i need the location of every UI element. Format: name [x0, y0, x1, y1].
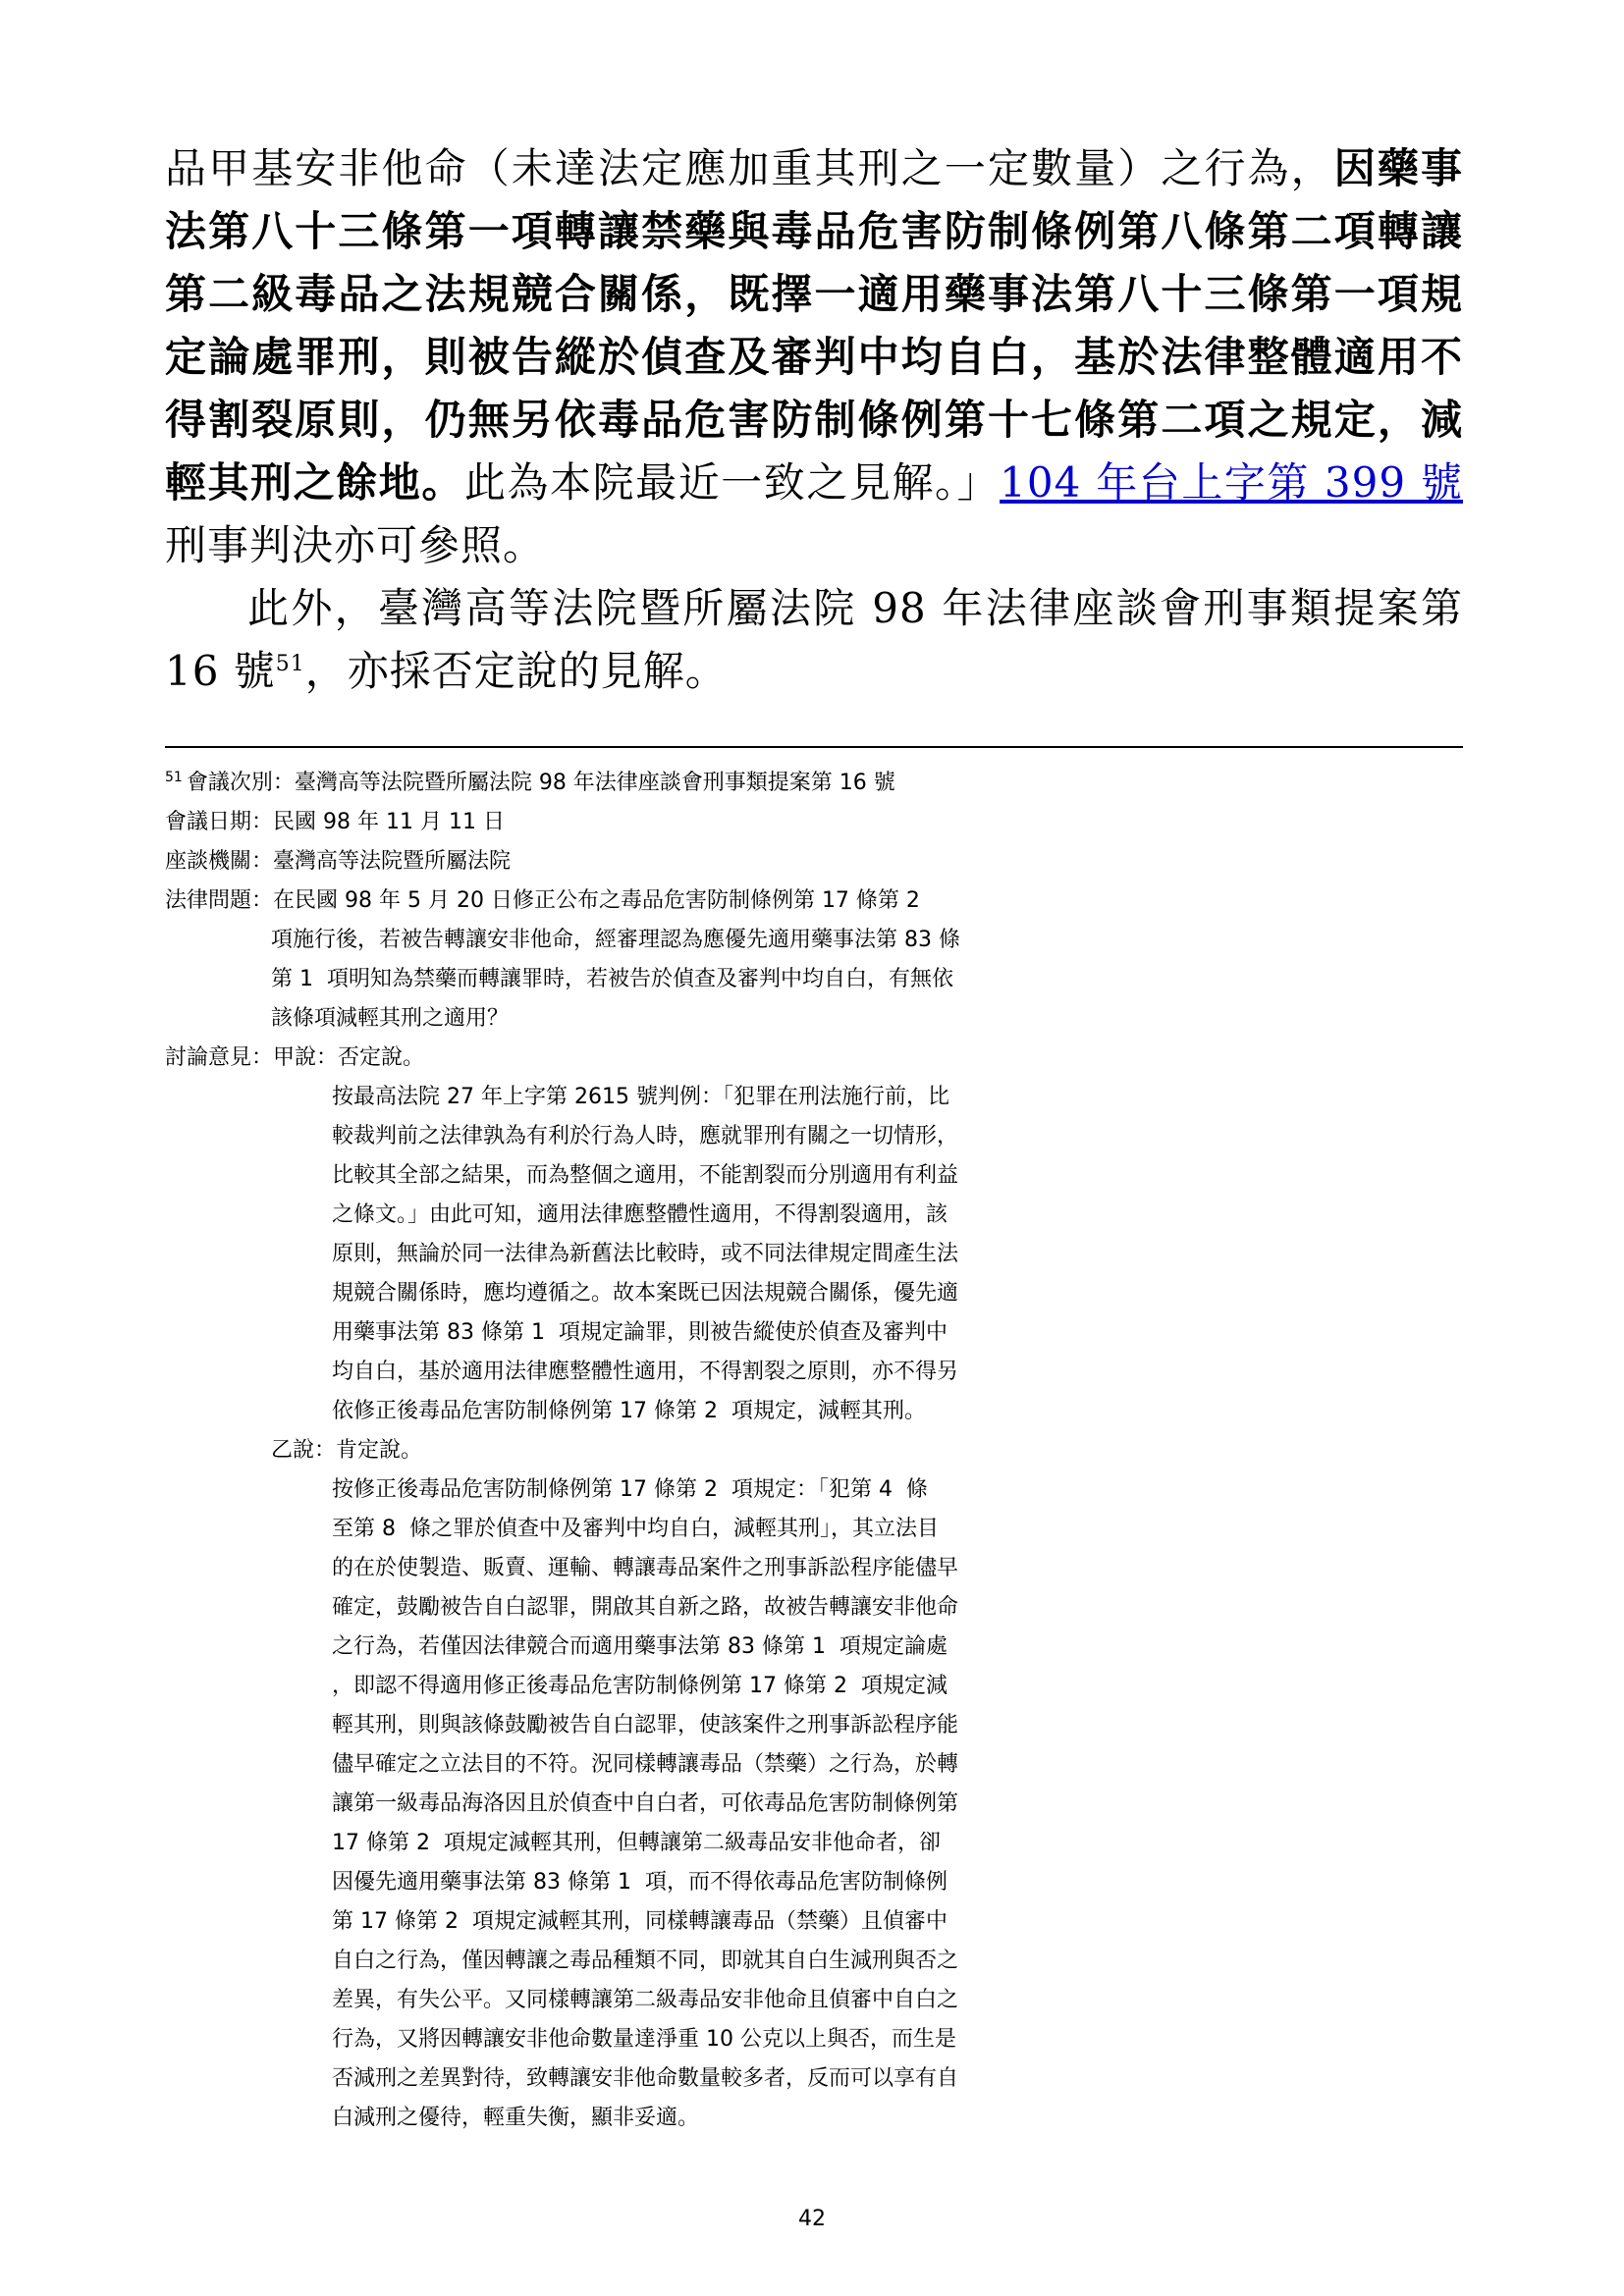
footnote-line	[165, 803, 1463, 842]
footnote-line	[332, 1156, 1463, 1196]
footnote-text: 第 17 條第 2 項規定減輕其刑，同樣轉讓毒品（禁藥）且偵審中	[332, 1909, 947, 1934]
footnote-line	[332, 1274, 1463, 1313]
footnote-line	[332, 1628, 1463, 1667]
footnote-line	[332, 1942, 1463, 1981]
footnote-text: 原則，無論於同一法律為新舊法比較時，或不同法律規定間產生法	[332, 1242, 959, 1266]
footnote-text: 的在於使製造、販賣、運輸、轉讓毒品案件之刑事訴訟程序能儘早	[332, 1556, 959, 1580]
footnote-text: 白減刑之優待，輕重失衡，顯非妥適。	[332, 2106, 700, 2130]
body-text: 此為本院最近一致之見解。」	[463, 458, 1001, 507]
footnote-line	[165, 842, 1463, 881]
body-text: ，亦採否定說的見解。	[304, 647, 728, 695]
footnote-line	[332, 1117, 1463, 1156]
footnote-text: 討論意見：甲說：否定說。	[165, 1045, 425, 1070]
footnote-line	[165, 881, 1463, 921]
footnote-text: 規競合關係時，應均遵循之。故本案既已因法規競合關係，優先適	[332, 1281, 959, 1306]
footnote-reference-51[interactable]: 51	[275, 652, 305, 676]
footnote-text: 會議日期：民國 98 年 11 月 11 日	[165, 810, 505, 834]
footnote-line	[165, 1039, 1463, 1078]
body-text: 此外，臺灣高等法院暨所屬法院 98 年法律座談會刑事類提案第 16 號	[165, 584, 1463, 695]
body-paragraph-2	[165, 577, 1463, 703]
body-paragraph-1	[165, 137, 1463, 577]
footnote-line	[332, 1392, 1463, 1431]
footnote-line	[332, 2099, 1463, 2138]
footnote-text: 按修正後毒品危害防制條例第 17 條第 2 項規定：「犯第 4 條	[332, 1477, 928, 1502]
footnote-line	[271, 960, 1463, 999]
body-text: 刑事判決亦可參照。	[165, 521, 546, 569]
footnote-line	[332, 1981, 1463, 2020]
body-text: 品甲基安非他命（未達法定應加重其刑之一定數量）之行為，	[165, 144, 1334, 192]
footnote-text: 按最高法院 27 年上字第 2615 號判例：「犯罪在刑法施行前，比	[332, 1085, 949, 1109]
footnote-text: 儘早確定之立法目的不符。況同樣轉讓毒品（禁藥）之行為，於轉	[332, 1752, 959, 1777]
footnote-text: 乙說：肯定說。	[271, 1438, 423, 1463]
footnote-separator	[165, 746, 1463, 748]
footnote-text: 會議次別：臺灣高等法院暨所屬法院 98 年法律座談會刑事類提案第 16 號	[186, 771, 895, 795]
footnote-line	[332, 1785, 1463, 1824]
footnote-line	[332, 1588, 1463, 1628]
footnote-text: 依修正後毒品危害防制條例第 17 條第 2 項規定，減輕其刑。	[332, 1399, 926, 1423]
footnote-line	[332, 1078, 1463, 1117]
footnote-text: 項施行後，若被告轉讓安非他命，經審理認為應優先適用藥事法第 83 條	[271, 928, 960, 952]
footnote-text: 否減刑之差異對待，致轉讓安非他命數量較多者，反而可以享有自	[332, 2066, 959, 2091]
footnote-text: 法律問題：在民國 98 年 5 月 20 日修正公布之毒品危害防制條例第 17 條第 2	[165, 888, 920, 913]
footnote-text: 較裁判前之法律孰為有利於行為人時，應就罪刑有關之一切情形，	[332, 1124, 959, 1148]
footnote-line	[332, 1235, 1463, 1274]
footnote-text: 自白之行為，僅因轉讓之毒品種類不同，即就其自白生減刑與否之	[332, 1949, 959, 1973]
footnote-text: 讓第一級毒品海洛因且於偵查中自白者，可依毒品危害防制條例第	[332, 1791, 959, 1816]
footnote-text: 第 1 項明知為禁藥而轉讓罪時，若被告於偵查及審判中均自白，有無依	[271, 967, 953, 991]
footnote-line	[165, 764, 1463, 803]
footnote-text: 之條文。」由此可知，適用法律應整體性適用，不得割裂適用，該	[332, 1202, 948, 1227]
footnote-line	[332, 1902, 1463, 1942]
footnote-text: 行為，又將因轉讓安非他命數量達淨重 10 公克以上與否，而生是	[332, 2027, 956, 2052]
footnote-text: 比較其全部之結果，而為整個之適用，不能割裂而分別適用有利益	[332, 1163, 959, 1188]
footnote-line	[271, 1431, 1463, 1470]
footnote-text: 輕其刑，則與該條鼓勵被告自白認罪，使該案件之刑事訴訟程序能	[332, 1713, 959, 1737]
page-number: 42	[798, 2207, 826, 2231]
footnote-text: ，即認不得適用修正後毒品危害防制條例第 17 條第 2 項規定減	[332, 1674, 947, 1698]
footnote-line	[332, 1470, 1463, 1510]
bold-emphasis-text: 因藥事法第八十三條第一項轉讓禁藥與毒品危害防制條例第八條第二項轉讓第二級毒品之法規競合關係，既擇一適用藥事法第八十三條第一項規定論處罪刑，則被告縱於偵查及審判中均自白，基於法律整體適用不得割裂原則，仍無另依毒品危害防制條例第十七條第二項之規定，減輕其刑之餘地。	[165, 144, 1463, 507]
footnote-line	[332, 2020, 1463, 2059]
footnote-text: 因優先適用藥事法第 83 條第 1 項，而不得依毒品危害防制條例	[332, 1870, 947, 1895]
footnote-text: 該條項減輕其刑之適用？	[271, 1006, 510, 1031]
footnote-line	[271, 921, 1463, 960]
footnote-block	[165, 764, 1463, 2138]
footnote-text: 確定，鼓勵被告自白認罪，開啟其自新之路，故被告轉讓安非他命	[332, 1595, 959, 1620]
footnote-marker: 51	[165, 769, 183, 785]
footnote-line	[332, 1824, 1463, 1863]
footnote-text: 用藥事法第 83 條第 1 項規定論罪，則被告縱使於偵查及審判中	[332, 1320, 947, 1345]
footnote-line	[332, 2059, 1463, 2099]
footnote-line	[332, 1863, 1463, 1902]
footnote-line	[332, 1313, 1463, 1353]
footnote-line	[271, 999, 1463, 1039]
footnote-line	[332, 1196, 1463, 1235]
footnote-text: 之行為，若僅因法律競合而適用藥事法第 83 條第 1 項規定論處	[332, 1634, 947, 1659]
footnote-text: 差異，有失公平。又同樣轉讓第二級毒品安非他命且偵審中自白之	[332, 1988, 959, 2012]
footnote-line	[332, 1510, 1463, 1549]
footnote-line	[332, 1667, 1463, 1706]
footnote-text: 17 條第 2 項規定減輕其刑，但轉讓第二級毒品安非他命者，卻	[332, 1831, 941, 1855]
footnote-text: 至第 8 條之罪於偵查中及審判中均自白，減輕其刑」，其立法目	[332, 1517, 939, 1541]
footnote-line	[332, 1706, 1463, 1745]
footnote-text: 座談機關：臺灣高等法院暨所屬法院	[165, 849, 512, 874]
case-citation-link[interactable]: 104 年台上字第 399 號	[1000, 458, 1463, 507]
footnote-text: 均自白，基於適用法律應整體性適用，不得割裂之原則，亦不得另	[332, 1360, 959, 1384]
footnote-line	[332, 1745, 1463, 1785]
footnote-line	[332, 1549, 1463, 1588]
footnote-line	[332, 1353, 1463, 1392]
